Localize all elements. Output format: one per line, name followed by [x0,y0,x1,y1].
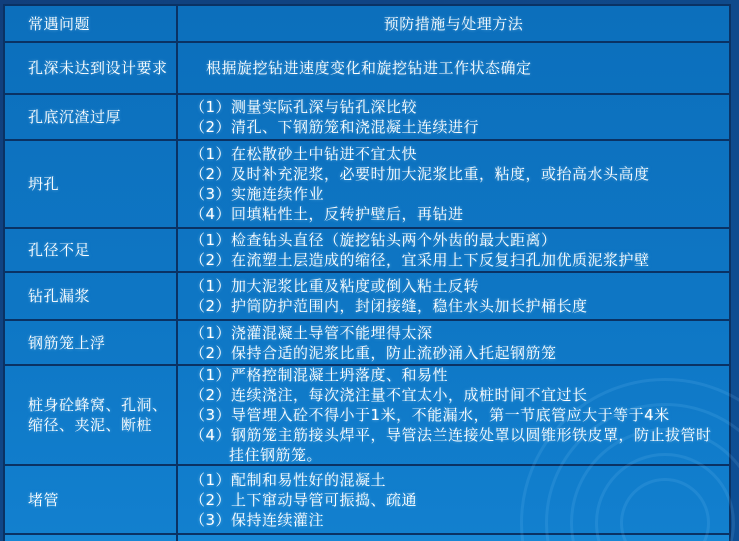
table-row [5,466,729,535]
problem-label: 孔深未达到设计要求 [28,59,168,77]
header-cell-problem [5,6,178,41]
problem-label: 钢筋笼上浮 [28,333,106,352]
header-cell-measures [178,6,729,41]
problem-cell [5,321,178,364]
measure-item: （1）浇灌混凝土导管不能埋得太深 [190,323,433,342]
problem-label: 坍孔 [28,175,60,193]
table-row [5,366,729,466]
problem-label: 孔底沉渣过厚 [28,108,122,126]
measure-item: （4）钢筋笼主筋接头焊平，导管法兰连接处罩以圆锥形铁皮罩，防止拔管时挂住钢筋笼。 [190,426,712,464]
column-header-measures: 预防措施与处理方法 [383,14,524,33]
problem-cell [5,229,178,271]
table-row [5,95,729,141]
column-header-problem: 常遇问题 [28,14,91,33]
problems-measures-table [3,4,731,541]
measure-item: （1）严格控制混凝土坍落度、和易性 [190,366,449,384]
measure-item: （2）护筒防护范围内，封闭接缝，稳住水头加长护桶长度 [190,297,588,315]
measures-cell [178,141,729,227]
table-row [5,141,729,229]
table-row [5,43,729,95]
measures-cell [178,535,729,541]
problem-cell [5,273,178,319]
table-row-clipped [5,535,729,541]
measure-item: 根据旋挖钻进速度变化和旋挖钻进工作状态确定 [206,59,532,77]
problem-label: 钻孔漏浆 [28,287,91,305]
table-row [5,321,729,366]
measure-item: （2）连续浇注，每次浇注量不宜太小，成桩时间不宜过长 [190,386,588,404]
problem-cell [5,43,178,93]
measure-item: （2）清孔、下钢筋笼和浇混凝土连续进行 [190,118,480,136]
measure-item: （1）加大泥浆比重及粘度或倒入粘土反转 [190,277,480,295]
measure-item: （2）保持合适的泥浆比重，防止流砂涌入托起钢筋笼 [190,343,557,362]
measures-cell [178,321,729,364]
measures-cell [178,95,729,139]
table-row [5,229,729,273]
problem-cell [5,535,178,541]
measures-cell [178,229,729,271]
problem-cell [5,466,178,533]
measure-item: （4）回填粘性土，反转护壁后，再钻进 [190,205,464,223]
measures-cell [178,273,729,319]
measure-item: （1）测量实际孔深与钻孔深比较 [190,98,418,116]
measure-item: （3）实施连续作业 [190,185,325,203]
measure-item: （2）及时补充泥浆，必要时加大泥浆比重，粘度，或抬高水头高度 [190,165,650,183]
problem-label: 堵管 [28,490,60,509]
measures-cell [178,366,729,464]
measure-item: （2）上下窜动导管可振捣、疏通 [190,490,418,509]
table-header-row [5,6,729,43]
measures-cell [178,466,729,533]
measures-cell [178,43,729,93]
problem-label: 孔径不足 [28,241,91,259]
measure-item: （1）配制和易性好的混凝土 [190,470,387,489]
table-row [5,273,729,321]
measure-item: （3）保持连续灌注 [190,510,325,529]
measure-item: （3）导管埋入砼不得小于1米，不能漏水，第一节底管应大于等于4米 [190,406,670,424]
problem-cell [5,141,178,227]
measure-item: （1）检查钻头直径（旋挖钻头两个外齿的最大距离） [190,231,557,249]
problem-cell [5,95,178,139]
problem-cell [5,366,178,464]
measure-item: （1）在松散砂土中钻进不宜太快 [190,145,418,163]
problem-label: 桩身砼蜂窝、孔洞、缩径、夹泥、断桩 [28,396,168,434]
measure-item: （2）在流塑土层造成的缩径，宜采用上下反复扫孔加优质泥浆护壁 [190,251,650,269]
